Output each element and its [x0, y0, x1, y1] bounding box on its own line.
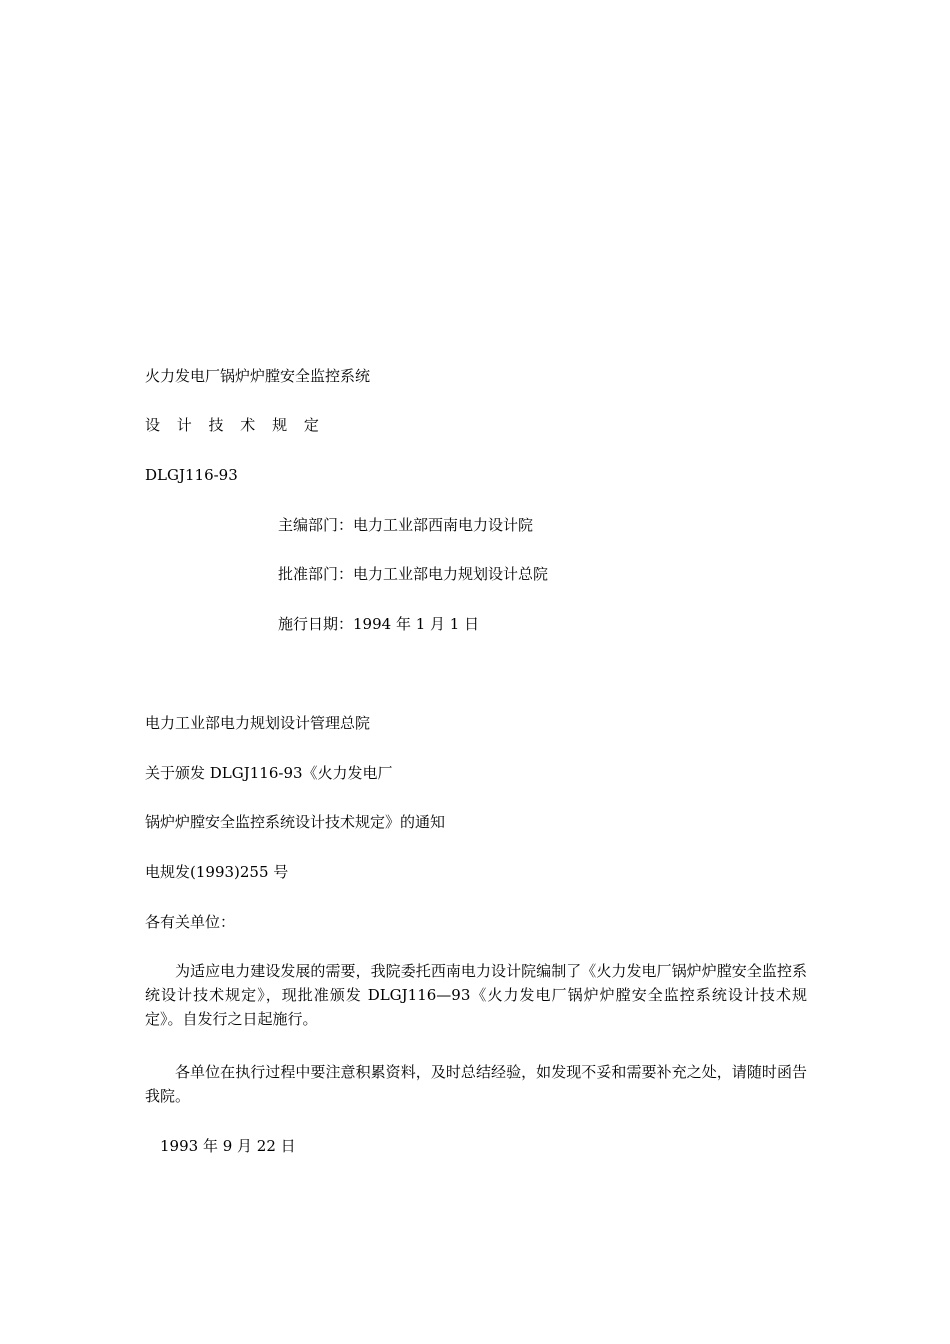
effective-date: 施行日期：1994 年 1 月 1 日 — [278, 615, 480, 633]
editor-department: 主编部门：电力工业部西南电力设计院 — [278, 516, 534, 534]
notice-salutation: 各有关单位： — [145, 913, 236, 931]
document-title: 火力发电厂锅炉炉膛安全监控系统 — [145, 367, 371, 385]
document-subtitle: 设 计 技 术 规 定 — [145, 416, 325, 434]
notice-paragraph-2: 各单位在执行过程中要注意积累资料，及时总结经验，如发现不妥和需要补充之处，请随时函告我院。 — [145, 1063, 807, 1105]
approver-department: 批准部门：电力工业部电力规划设计总院 — [278, 565, 549, 583]
notice-paragraph-1: 为适应电力建设发展的需要，我院委托西南电力设计院编制了《火力发电厂锅炉炉膛安全监控系统设计技术规定》，现批准颁发 DLGJ116—93《火力发电厂锅炉炉膛安全监控系统设计技术规定》。自发行之日起施行。 — [145, 962, 807, 1028]
notice-doc-number: 电规发(1993)255 号 — [145, 863, 289, 881]
document-code: DLGJ116-93 — [145, 466, 238, 484]
notice-issuer: 电力工业部电力规划设计管理总院 — [145, 714, 371, 732]
notice-date: 1993 年 9 月 22 日 — [160, 1137, 296, 1155]
notice-subject-line2: 锅炉炉膛安全监控系统设计技术规定》的通知 — [145, 813, 446, 831]
notice-subject-line1: 关于颁发 DLGJ116-93《火力发电厂 — [145, 764, 393, 782]
